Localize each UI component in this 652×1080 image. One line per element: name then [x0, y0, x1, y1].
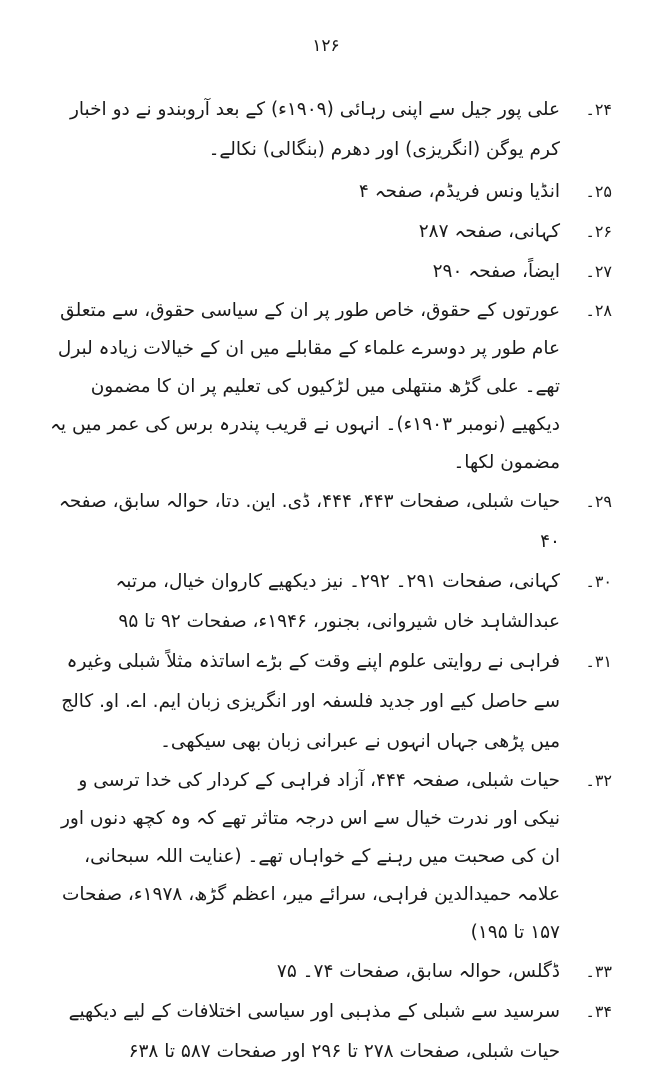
note-number: ۳۰۔	[585, 572, 612, 591]
note-text: سرسید سے شبلی کے مذہبی اور سیاسی اختلافات کے لیے دیکھیے حیات شبلی، صفحات ۲۷۸ تا ۲۹۶ اور صفحات ۵۸۷ تا ۶۳۸	[68, 1001, 560, 1062]
note-text: عورتوں کے حقوق، خاص طور پر ان کے سیاسی حقوق، سے متعلق عام طور پر دوسرے علماء کے مقابلے میں ان کے خیالات زیادہ لبرل تھے۔ علی گڑھ منتھلی میں لڑکیوں کی تعلیم پر ان کا مضمون دیکھیے (نومبر ۱۹۰۳ء)۔ انہوں نے قریب پندرہ برس کی عمر میں یہ مضمون لکھا۔	[50, 300, 560, 473]
note-number: ۲۶۔	[585, 222, 612, 241]
note-28	[40, 292, 612, 482]
note-text: حیات شبلی، صفحہ ۴۴۴، آزاد فراہی کے کردار کی خدا ترسی و نیکی اور ندرت خیال سے اس درجہ متاثر تھے کہ وہ کچھ دنوں اور ان کی صحبت میں رہنے کے خواہاں تھے۔ (عنایت اللہ سبحانی، علامہ حمیدالدین فراہی، سرائے میر، اعظم گڑھ، ۱۹۷۸ء، صفحات ۱۵۷ تا ۱۹۵)	[60, 770, 560, 943]
note-text: کہانی، صفحات ۲۹۱۔ ۲۹۲۔ نیز دیکھیے کاروان خیال، مرتبہ عبدالشاہد خاں شیروانی، بجنور، ۱۹۴۶ء، صفحات ۹۲ تا ۹۵	[115, 571, 560, 632]
note-31	[40, 642, 612, 762]
note-25	[40, 172, 612, 212]
note-text: ایضاً، صفحہ ۲۹۰	[432, 261, 560, 282]
note-number: ۳۳۔	[585, 962, 612, 981]
note-text: انڈیا ونس فریڈم، صفحہ ۴	[358, 181, 560, 202]
note-text: ڈگلس، حوالہ سابق، صفحات ۷۴۔ ۷۵	[276, 961, 560, 982]
note-text: علی پور جیل سے اپنی رہائی (۱۹۰۹ء) کے بعد آروبندو نے دو اخبار کرم یوگن (انگریزی) اور دھرم (بنگالی) نکالے۔	[69, 99, 560, 160]
note-number: ۳۲۔	[585, 771, 612, 790]
note-32	[40, 762, 612, 952]
note-29	[40, 482, 612, 562]
note-number: ۲۷۔	[585, 262, 612, 281]
note-text: کہانی، صفحہ ۲۸۷	[418, 221, 560, 242]
note-number: ۳۴۔	[585, 1002, 612, 1021]
note-text: حیات شبلی، صفحات ۴۴۳، ۴۴۴، ڈی. این. دتا، حوالہ سابق، صفحہ ۴۰	[58, 491, 560, 552]
note-number: ۲۸۔	[585, 301, 612, 320]
note-33	[40, 952, 612, 992]
note-27	[40, 252, 612, 292]
note-text: فراہی نے روایتی علوم اپنے وقت کے بڑے اساتذہ مثلاً شبلی وغیرہ سے حاصل کیے اور جدید فلسفہ اور انگریزی زبان ایم. اے. او. کالج میں پڑھی جہاں انہوں نے عبرانی زبان بھی سیکھی۔	[61, 651, 560, 752]
endnotes-list	[40, 90, 612, 1072]
page-number: ۱۲۶	[312, 36, 340, 56]
note-number: ۲۹۔	[585, 492, 612, 511]
note-number: ۲۴۔	[585, 100, 612, 119]
note-34	[40, 992, 612, 1072]
note-number: ۳۱۔	[585, 652, 612, 671]
note-24	[40, 90, 612, 170]
note-26	[40, 212, 612, 252]
note-number: ۲۵۔	[585, 182, 612, 201]
note-30	[40, 562, 612, 642]
